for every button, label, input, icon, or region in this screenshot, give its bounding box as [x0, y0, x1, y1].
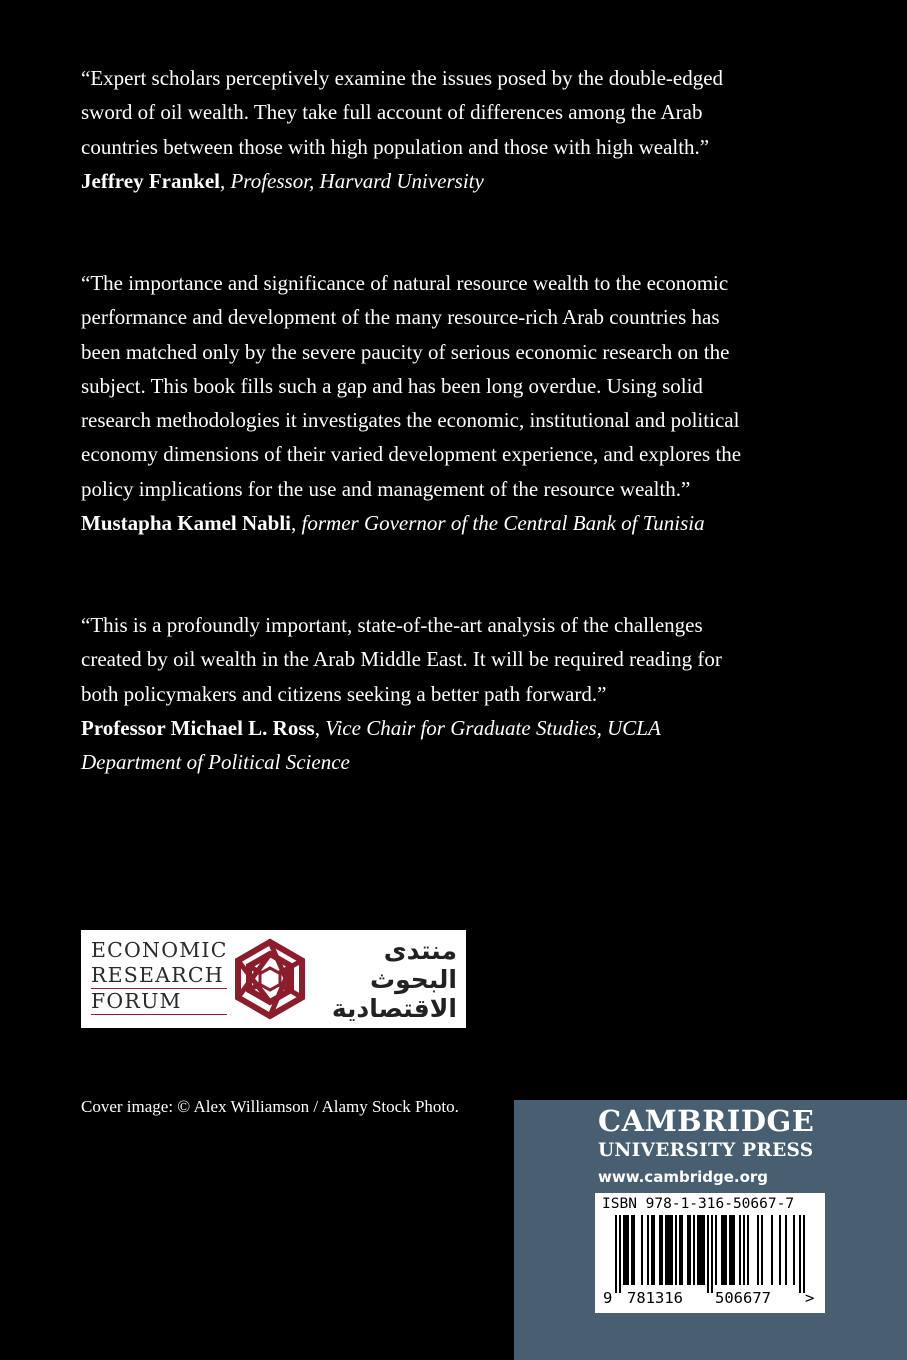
barcode-bar: [669, 1215, 671, 1285]
barcode-bar: [757, 1215, 759, 1285]
barcode-bar: [729, 1215, 731, 1285]
erf-line: RESEARCH: [91, 963, 227, 989]
quote-attribution: Professor Michael L. Ross, Vice Chair for Graduate Studies, UCLA Department of Political Science: [81, 715, 661, 775]
erf-arabic-line: البحوث: [370, 965, 457, 994]
barcode-bar: [619, 1215, 621, 1293]
barcode-bar: [707, 1215, 709, 1293]
quote-ross: [81, 608, 751, 779]
barcode-bar: [651, 1215, 653, 1285]
barcode-bar: [659, 1215, 661, 1285]
quote-attribution: Mustapha Kamel Nabli, former Governor of the Central Bank of Tunisia: [81, 511, 705, 536]
barcode-bar: [771, 1215, 773, 1285]
isbn-digit-group-first: 9: [603, 1289, 613, 1307]
attribution-role: Professor, Harvard University: [230, 168, 484, 193]
barcode-bar: [799, 1215, 801, 1293]
quote-text: “Expert scholars perceptively examine the issues posed by the double-edged sword of oil wealth. They take full account of differences among the Arab countries between those with high population and those with high wealth.”: [81, 66, 724, 159]
barcode-bar: [711, 1215, 713, 1293]
barcode-bar: [731, 1215, 733, 1285]
quote-nabli: [81, 266, 751, 540]
publisher-url[interactable]: www.cambridge.org: [598, 1168, 769, 1186]
barcode-bar: [793, 1215, 795, 1285]
quote-frankel: [81, 61, 751, 198]
barcode-bar: [653, 1215, 655, 1285]
barcode-bar: [687, 1215, 689, 1285]
attribution-name: Jeffrey Frankel: [81, 168, 220, 193]
attribution-name: Professor Michael L. Ross: [81, 715, 315, 740]
erf-arabic-wordmark: [317, 936, 457, 1023]
erf-english-wordmark: [91, 938, 227, 1015]
barcode-bar: [689, 1215, 691, 1285]
erf-line: FORUM: [91, 989, 227, 1015]
barcode-bar: [615, 1215, 617, 1293]
barcode-bar: [675, 1215, 677, 1285]
barcode-bar: [743, 1215, 745, 1285]
barcode-bar: [631, 1215, 633, 1285]
publisher-panel: [514, 1100, 907, 1360]
barcode-bar: [679, 1215, 681, 1285]
isbn-digit-group-right: 506677: [715, 1289, 771, 1307]
barcode-bar: [697, 1215, 699, 1285]
barcode-bar: [681, 1215, 683, 1285]
erf-arabic-line: منتدى: [383, 936, 457, 965]
barcode-bar: [623, 1215, 625, 1285]
quote-text: “This is a profoundly important, state-of-the-art analysis of the challenges created by oil wealth in the Arab Middle East. It will be required reading for both policymakers and citizens seeking a better path forward.”: [81, 613, 722, 706]
barcode-bar: [627, 1215, 629, 1285]
publisher-subtitle: UNIVERSITY PRESS: [598, 1140, 814, 1161]
barcode-bar: [779, 1215, 781, 1285]
erf-line: ECONOMIC: [91, 938, 228, 962]
isbn-digit-group-left: 781316: [627, 1289, 683, 1307]
attribution-role: former Governor of the Central Bank of Tunisia: [301, 511, 705, 536]
publisher-name: CAMBRIDGE: [598, 1104, 815, 1138]
barcode-bar: [633, 1215, 635, 1285]
barcode-bar: [703, 1215, 705, 1285]
erf-arabic-line: الاقتصادية: [331, 994, 457, 1023]
barcode-bar: [715, 1215, 717, 1285]
isbn-barcode: [595, 1193, 825, 1313]
attribution-role: Vice Chair for Graduate Studies, UCLA Department of Political Science: [81, 715, 661, 775]
barcode-bar: [701, 1215, 703, 1285]
barcode-bar: [725, 1215, 727, 1285]
barcode-bar: [641, 1215, 643, 1285]
barcode-bar: [723, 1215, 725, 1285]
barcode-bar: [665, 1215, 667, 1285]
barcode-bar: [671, 1215, 673, 1285]
barcode-bar: [761, 1215, 763, 1285]
economic-research-forum-logo: [81, 930, 466, 1028]
erf-emblem-icon: [229, 938, 311, 1020]
barcode-bar: [647, 1215, 649, 1285]
barcode-bar: [739, 1215, 741, 1285]
barcode-bar: [693, 1215, 695, 1285]
quote-text: “The importance and significance of natural resource wealth to the economic performance and development of the many resource-rich Arab countries has been matched only by the severe paucity of serious economic research on the subject. This book fills such a gap and has been long overdue. Using solid research methodologies it investigates the economic, institutional and political economy dimensions of their varied development experience, and explores the policy implications for the use and management of the resource wealth.”: [81, 271, 742, 501]
cover-image-credit: Cover image: © Alex Williamson / Alamy Stock Photo.: [81, 1097, 459, 1116]
quote-attribution: Jeffrey Frankel, Professor, Harvard University: [81, 168, 484, 193]
isbn-label: ISBN 978-1-316-50667-7: [602, 1196, 795, 1212]
barcode-bar: [625, 1215, 627, 1285]
barcode-bar: [661, 1215, 663, 1285]
attribution-name: Mustapha Kamel Nabli: [81, 511, 292, 536]
barcode-bar: [785, 1215, 787, 1285]
barcode-bar: [747, 1215, 749, 1285]
isbn-end-mark: >: [805, 1289, 815, 1307]
barcode-bar: [667, 1215, 669, 1285]
barcode-bar: [721, 1215, 723, 1285]
barcode-bar: [803, 1215, 805, 1293]
barcode-bar: [699, 1215, 701, 1285]
barcode-bar: [733, 1215, 735, 1285]
